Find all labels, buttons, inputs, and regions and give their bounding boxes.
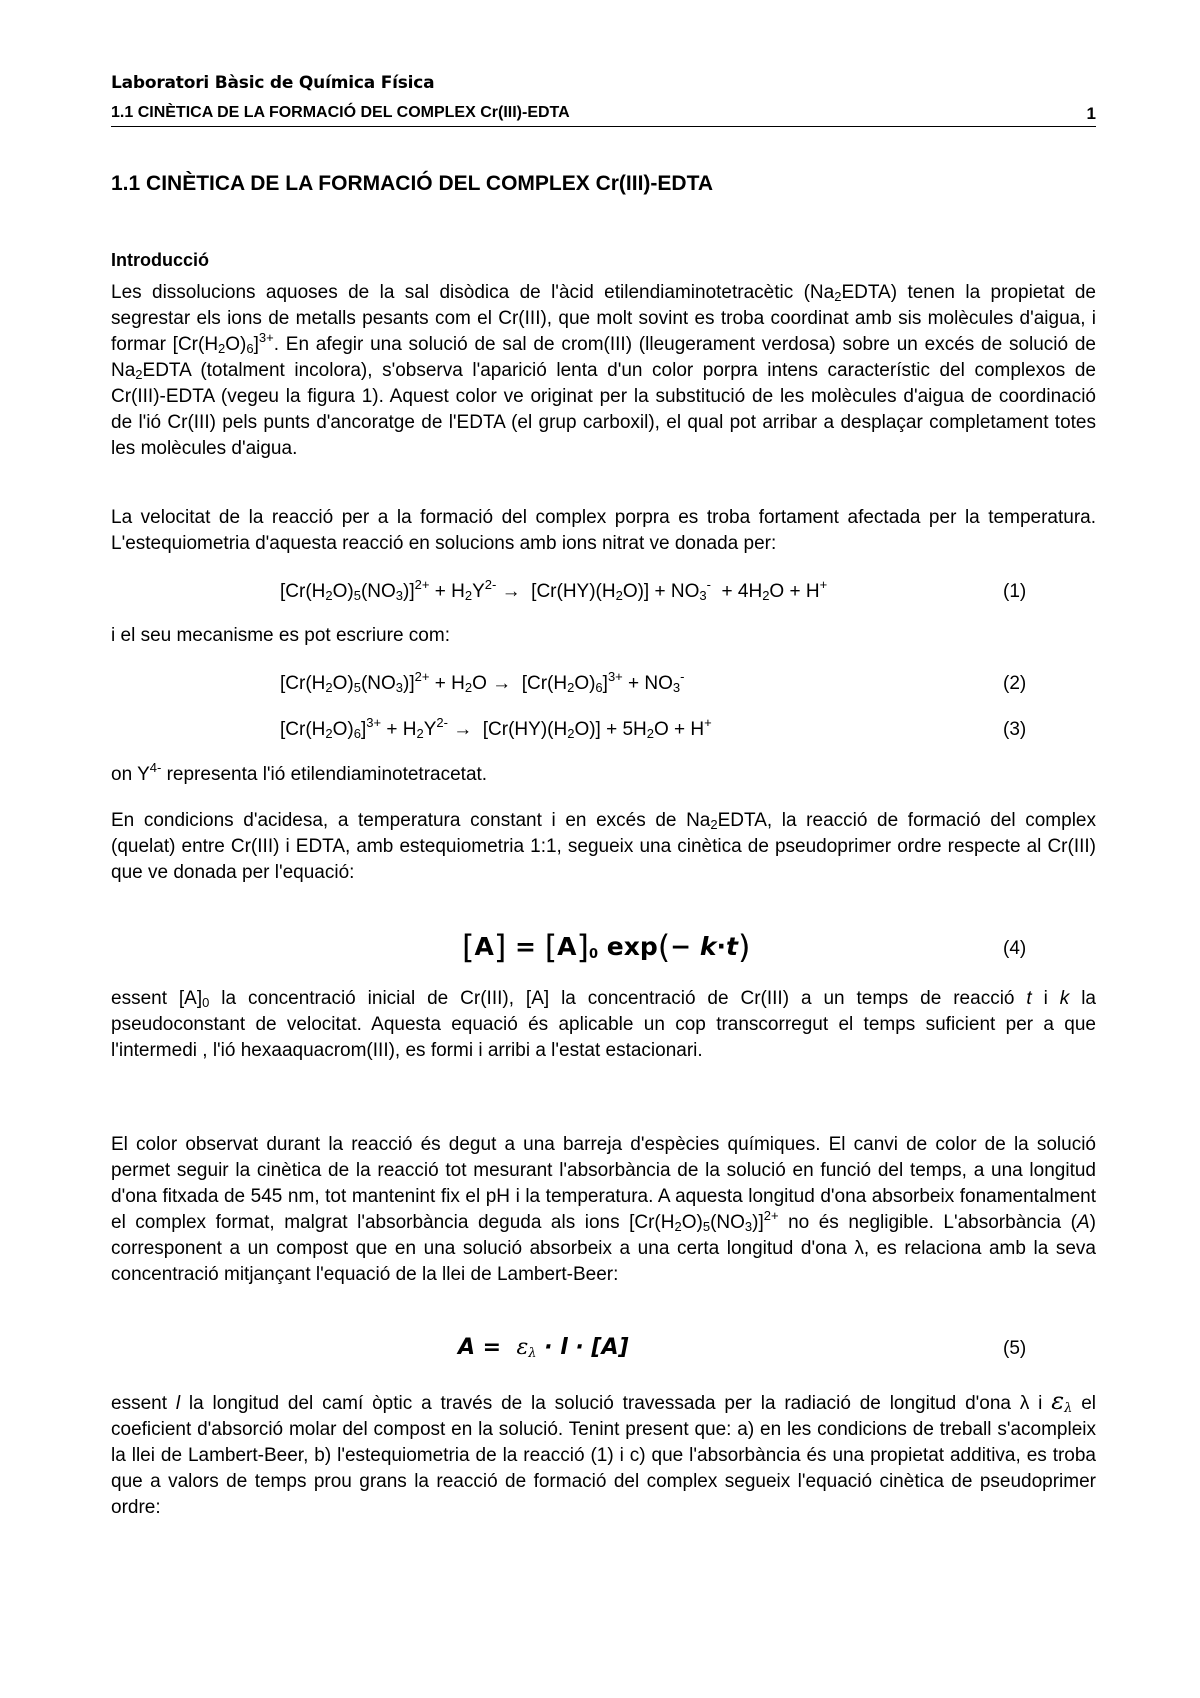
equation-1-number: (1) [1003, 581, 1027, 602]
equation-3: $[Cr(H_2O)_6]^{3+} + H_2Y^{2-} \to [Cr(HY)(H_2O)] + 5H_2O + H^+$ [280, 715, 712, 741]
header-page-number: 1 [1086, 104, 1096, 123]
paragraph-essent-a0: essent $[A]_0$ la concentració inicial de Cr(III), [A] la concentració de Cr(III) a un temps de reacció t i k la pseudoconstant de velocitat. Aquesta equació és aplicable un cop transcorregut el temps suficient per a que l'intermedi , l'ió hexaaquacrom(III), es formi i arribi a l'estat estacionari. [111, 988, 1096, 1061]
paragraph-mecanisme: i el seu mecanisme es pot escriure com: [111, 625, 450, 646]
equation-5: $A = \varepsilon_\lambda \cdot l \cdot [A]$ [458, 1335, 629, 1361]
paragraph-intro: Les dissolucions aquoses de la sal disòdica de l'àcid etilendiaminotetracètic $(Na_2EDTA)$ tenen la propietat de segrestar els ions de metalls pesants com el Cr(III), que molt sovint es troba coordinat amb sis molècules d'aigua, i formar $[Cr(H_2O)_6]^{3+}$. En afegir una solució de sal de crom(III) (lleugerament verdosa) sobre un excés de solució de $Na_2EDTA$ (totalment incolora), s'observa l'aparició lenta d'un color porpra intens característic del complexos de Cr(III)-EDTA (vegeu la figura 1). Aquest color ve originat per la substitució de les molècules d'aigua de coordinació de l'ió Cr(III) pels punts d'ancoratge de l'EDTA (el grup carboxil), el qual pot arribar a desplaçar completament totes les molècules d'aigua. [111, 282, 1097, 459]
section-heading-introduccio: Introducció [111, 250, 209, 270]
header-lab-name: Laboratori Bàsic de Química Física [111, 73, 435, 93]
paragraph-velocitat: La velocitat de la reacció per a la formació del complex porpra es troba fortament afectada per la temperatura. L'estequiometria d'aquesta reacció en solucions amb ions nitrat ve donada per: [111, 507, 1096, 554]
equation-3-number: (3) [1003, 719, 1027, 740]
equation-4-number: (4) [1003, 938, 1027, 959]
header-rule [111, 104, 1096, 127]
paragraph-color: El color observat durant la reacció és degut a una barreja d'espècies químiques. El canvi de color de la solució permet seguir la cinètica de la reacció tot mesurant l'absorbància de la solució en funció del temps, a una longitud d'ona fitxada de 545 nm, tot mantenint fix el pH i la temperatura. A aquesta longitud d'ona absorbeix fonamentalment el complex format, malgrat l'absorbància deguda als ions $[Cr(H_2O)_5(NO_3)]^{2+}$ no és negligible. L'absorbància (A) corresponent a un compost que en una solució absorbeix a una certa longitud d'ona λ, es relaciona amb la seva concentració mitjançant l'equació de la llei de Lambert-Beer: [111, 1134, 1096, 1285]
equation-4: $[A] = [A]_0$ exp(− k·t) [462, 928, 751, 966]
equation-5-number: (5) [1003, 1338, 1027, 1359]
equation-1: $[Cr(H_2O)_5(NO_3)]^{2+} + H_2Y^{2-} \to [Cr(HY)(H_2O)] + NO_3^- + 4H_2O + H^+$ [280, 577, 828, 603]
equation-2: $[Cr(H_2O)_5(NO_3)]^{2+} + H_2O \to [Cr(H_2O)_6]^{3+} + NO_3^-$ [280, 669, 685, 695]
paragraph-condicions: En condicions d'acidesa, a temperatura constant i en excés de $Na_2EDTA$, la reacció de formació del complex (quelat) entre Cr(III) i EDTA, amb estequiometria 1:1, segueix una cinètica de pseudoprimer ordre respecte al Cr(III) que ve donada per l'equació: [111, 810, 1096, 883]
equation-2-number: (2) [1003, 673, 1027, 694]
paragraph-y4: on $Y^{4-}$ representa l'ió etilendiaminotetracetat. [111, 760, 488, 785]
paragraph-essent-l: essent l la longitud del camí òptic a través de la solució travessada per la radiació de longitud d'ona λ i $\varepsilon_\lambda$ el coeficient d'absorció molar del compost en la solució. Tenint present que: a) en les condicions de treball s'acompleix la llei de Lambert-Beer, b) l'estequiometria de la reacció (1) i c) que l'absorbància és una propietat additiva, es troba que a valors de temps prou grans la reacció de formació del complex segueix l'equació cinètica de pseudoprimer ordre: [111, 1387, 1096, 1518]
page-title: 1.1 CINÈTICA DE LA FORMACIÓ DEL COMPLEX Cr(III)-EDTA [111, 172, 714, 195]
header-running-title: 1.1 CINÈTICA DE LA FORMACIÓ DEL COMPLEX Cr(III)-EDTA [111, 104, 570, 121]
